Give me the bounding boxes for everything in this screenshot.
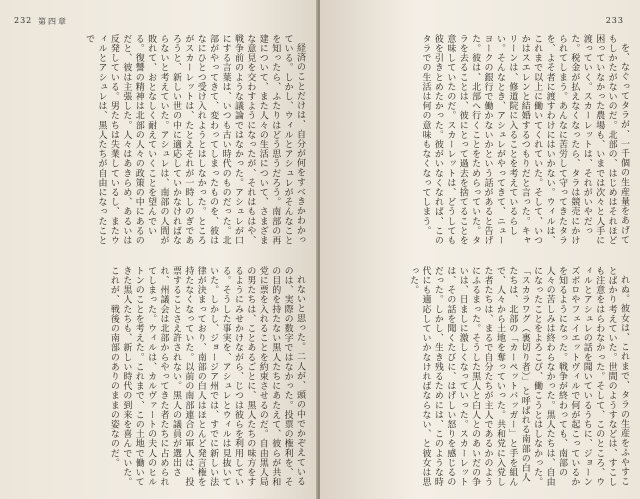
right-paragraph-upper: を、なぐってタラが、一千個の生産量をあげてもしかたがないのだ。北部の、はじめはそれほど困っていなかった農場も、いまでは次々と人手に渡っていく。スカーレットは、それがいやだった。税金が払えなくなったら、タラは競売にかけられてしまう。あんなに苦労して守ってきたタラを、よそ者に渡すわけにはいかない。ウィルは、これまで以上に働いてくれていた。そして、いつかはスエレンと結婚するつもりだと言った。キャリーンは、修道院に入ることを考えているらしい。そんなとき、アシュレがやってきて、ニューヨークの銀行で働かないかという話があると告げた。彼は、北部へ行くことをためらっていた。タラを去ることは、彼にとって過去を捨てることを意味していたのだ。スカーレットは、どうしても彼を引きとめたかった。彼がいなくなれば、このタラでの生活は何の意味もなくなってしまう。 — [420, 34, 629, 246]
right-text-lower — [334, 266, 630, 488]
running-head: 第四章 — [38, 17, 68, 26]
left-text-lower — [14, 266, 306, 488]
page-number-left: 232 — [14, 16, 33, 25]
right-paragraph-lower: れぬ。彼女は、これまで、タラの生産をふやすことばかり考えていた。世間のようすなどは、すこしも注意をはらわなかった。そして、このところ、ウィルとアシュレの話を聞いているうちに、ジョーンズボロやフェイエットヴィルで何が起こっているかを知るようになった。戦争が終わっても、南部の人々の苦しみは終わらなかった。黒人たちは、自由になったことをよろこび、働こうとはしなかった。「スカラワグ（裏切り者）」と呼ばれる南部の白人たちは、北部の「カーペットバッガー」と手を組んで、人々から土地を奪っていった。共和党に入党した者たちは、まるで自分たちが主人であるかのようにふるまった。そうした黒人と白人とのあいだの争いは、日ましに激しくなっていった。スカーレットは、その話を聞くたびに、はげしい怒りを感じるのだった。しかし、生き残るためには、このような時代にも適応していかなければならない、と彼女は思った。 — [408, 266, 629, 487]
left-paragraph-upper: 経済のことだけは、自分が何をすべきかわかっている。しかし、ウィルとアシュレがそんなことを知ったら、ふたりはどう思うだろう。南部の再建について、また人々の生活について、さまざまな意見を交わすようになったが、それはもはや、戦争前のような議論ではなかった。アシュレが口にする言葉は、いつも古い時代のものだった。北部がやってきて、変わってしまったものを、彼はなにひとつ受け入れようとはしなかった。ところがスカーレットは、たとえそれが一時しのぎであろうと、新しい世の中に適応していかなければならないと考えていた。アシュレは、南部の人間が敗れて、おとなしく耐えていくことを望んでいる。復讐の精神は北部の人々の政策の中にあるのだと、彼は主張した。人々はあきらめ、あるいは反発している。男たちは失業しているし、またウィルとアシュレは、黒人たちが自由になったことで — [84, 34, 305, 246]
right-page — [320, 0, 640, 499]
right-text-upper — [334, 34, 630, 252]
page-number-right: 233 — [605, 16, 624, 25]
left-paragraph-lower: れないと思った。二人が、頭の中でかぞえているのは、実際の数字ではなかった。投票の権利を、その目的を持たない黒人たちにあたえて、彼らが共和党に票を入れることを約束させるのだ。自由黒人局の男たちは、ことあるごとに、黒人たちの味方をするようにみせかけながら、じつは彼らを利用している。そうした事実を、アシュレとウィルは見抜いていた。しかし、ジョージア州では、すでに新しい法律が決まっており、南部の白人はほとんど発言権を持たなくなっていた。以前の南部連合の軍人は、投票することさえ許されない。黒人の議員が選出され、州議会は北部からやってきた者たちに占められてしまった。ウィルは、カルヴァートの夫人のヒルトンのことを考えた。これまで、この土地で働いてきた黒人たちも、新しい時代の到来を喜んでいた。これが、戦後の南部のありのままの姿なのだ。 — [108, 266, 305, 487]
left-text-upper — [14, 34, 306, 252]
left-page — [0, 0, 318, 499]
